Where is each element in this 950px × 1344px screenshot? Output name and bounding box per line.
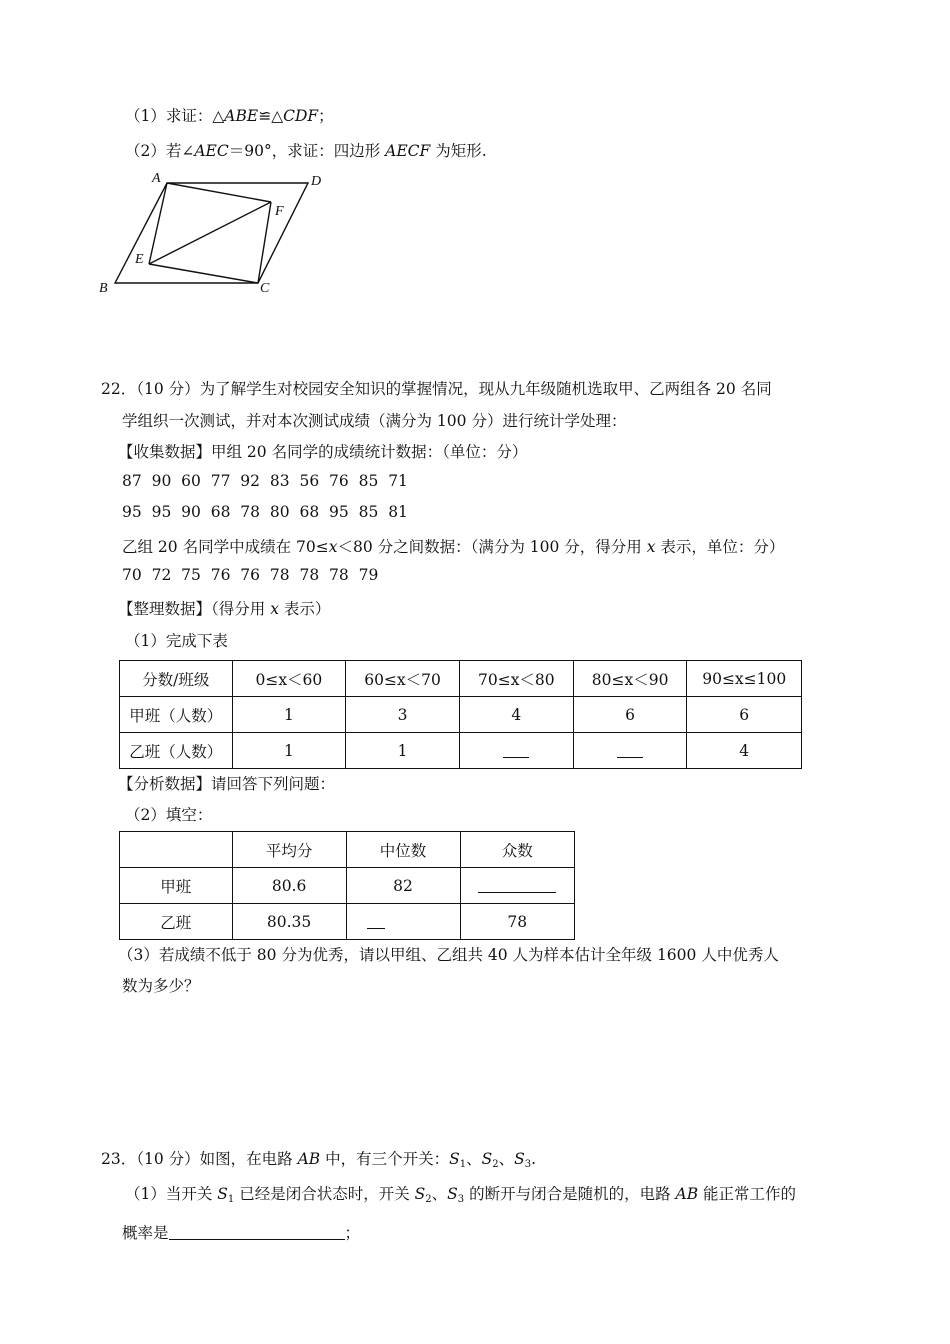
table2-cell: 甲班	[120, 868, 233, 904]
answer-blank[interactable]	[617, 741, 643, 758]
table1-header-cell: 70≤x＜80	[459, 661, 573, 697]
label-a: A	[152, 171, 161, 186]
table1-header-cell: 分数/班级	[120, 661, 233, 697]
table2-blank-cell[interactable]	[460, 868, 575, 904]
label-d: D	[311, 174, 322, 189]
score-distribution-table	[119, 660, 802, 769]
q22-yi-data: 70 72 75 76 76 78 78 78 79	[122, 566, 379, 584]
answer-blank[interactable]	[169, 1224, 345, 1241]
q22-data-row2: 95 95 90 68 78 80 68 95 85 81	[122, 503, 408, 521]
table2-cell: 82	[346, 868, 460, 904]
table2-header-cell	[120, 832, 233, 868]
segment-ec	[149, 264, 258, 283]
segment-ae	[149, 183, 167, 264]
table1-cell: 乙班（人数）	[120, 733, 233, 769]
table1-blank-cell[interactable]	[573, 733, 687, 769]
label-c: C	[260, 281, 270, 296]
q22-part1: （1）完成下表	[125, 632, 228, 650]
table1-blank-cell[interactable]	[459, 733, 573, 769]
statistics-table	[119, 831, 575, 940]
table2-header-row	[120, 832, 575, 868]
table1-cell: 1	[232, 733, 346, 769]
table1-row-yi	[120, 733, 802, 769]
table1-cell: 6	[687, 697, 802, 733]
q21-part2: （2）若∠AEC＝90°，求证：四边形 AECF 为矩形.	[125, 142, 487, 160]
label-b: B	[99, 281, 108, 296]
label-f: F	[275, 204, 284, 219]
answer-blank[interactable]	[367, 912, 385, 929]
q22-part2: （2）填空：	[125, 806, 213, 824]
table1-cell: 1	[232, 697, 346, 733]
segment-ef	[149, 202, 271, 264]
table2-row-jia	[120, 868, 575, 904]
q23-part1-line2: 概率是 ；	[122, 1224, 361, 1242]
q21-part1: （1）求证：△ABE≌△CDF；	[125, 107, 334, 125]
table1-row-jia	[120, 697, 802, 733]
q23-part1-line1: （1）当开关 $S_1$ 已经是闭合状态时，开关 $S_2$、$S_3$ 的断开与闭合是随机的，电路 AB 能正常工作的	[125, 1185, 797, 1205]
q22-part3-line1: （3）若成绩不低于 80 分为优秀，请以甲组、乙组共 40 人为样本估计全年级 1600 人中优秀人	[118, 946, 779, 964]
table2-cell: 80.6	[232, 868, 346, 904]
answer-blank[interactable]	[503, 741, 529, 758]
table1-cell: 4	[687, 733, 802, 769]
table1-header-cell: 60≤x＜70	[346, 661, 460, 697]
q22-data-row1: 87 90 60 77 92 83 56 76 85 71	[122, 472, 408, 490]
table2-cell: 80.35	[232, 904, 346, 940]
table1-cell: 3	[346, 697, 460, 733]
parallelogram-figure	[90, 165, 350, 300]
table1-cell: 甲班（人数）	[120, 697, 233, 733]
table2-row-yi	[120, 904, 575, 940]
q22-part3-line2: 数为多少？	[122, 977, 200, 995]
table2-cell: 乙班	[120, 904, 233, 940]
q22-line1: 22．（10 分）为了解学生对校园安全知识的掌握情况，现从九年级随机选取甲、乙两组各 20 名同	[101, 380, 772, 398]
q22-organize: 【整理数据】（得分用 x 表示）	[118, 600, 331, 618]
table1-header-cell: 0≤x＜60	[232, 661, 346, 697]
table1-cell: 6	[573, 697, 687, 733]
q22-line2: 学组织一次测试，并对本次测试成绩（满分为 100 分）进行统计学处理：	[122, 412, 627, 430]
table1-header-cell: 90≤x≤100	[687, 661, 802, 697]
table1-cell: 1	[346, 733, 460, 769]
q22-analyze: 【分析数据】请回答下列问题：	[118, 775, 336, 793]
segment-af	[167, 183, 271, 202]
answer-blank[interactable]	[478, 876, 556, 893]
q23-line1: 23．（10 分）如图，在电路 AB 中，有三个开关：$S_1$、$S_2$、$S_3$.	[101, 1150, 537, 1170]
table2-header-cell: 平均分	[232, 832, 346, 868]
table2-cell: 78	[460, 904, 575, 940]
table2-header-cell: 中位数	[346, 832, 460, 868]
table2-header-cell: 众数	[460, 832, 575, 868]
q22-collect-heading: 【收集数据】甲组 20 名同学的成绩统计数据：（单位：分）	[118, 443, 528, 461]
q22-yi-line: 乙组 20 名同学中成绩在 70≤x＜80 分之间数据：（满分为 100 分，得分用 x 表示，单位：分）	[122, 538, 785, 556]
table2-blank-cell[interactable]	[346, 904, 460, 940]
label-e: E	[135, 252, 144, 267]
table1-header-row	[120, 661, 802, 697]
table1-cell: 4	[459, 697, 573, 733]
table1-header-cell: 80≤x＜90	[573, 661, 687, 697]
